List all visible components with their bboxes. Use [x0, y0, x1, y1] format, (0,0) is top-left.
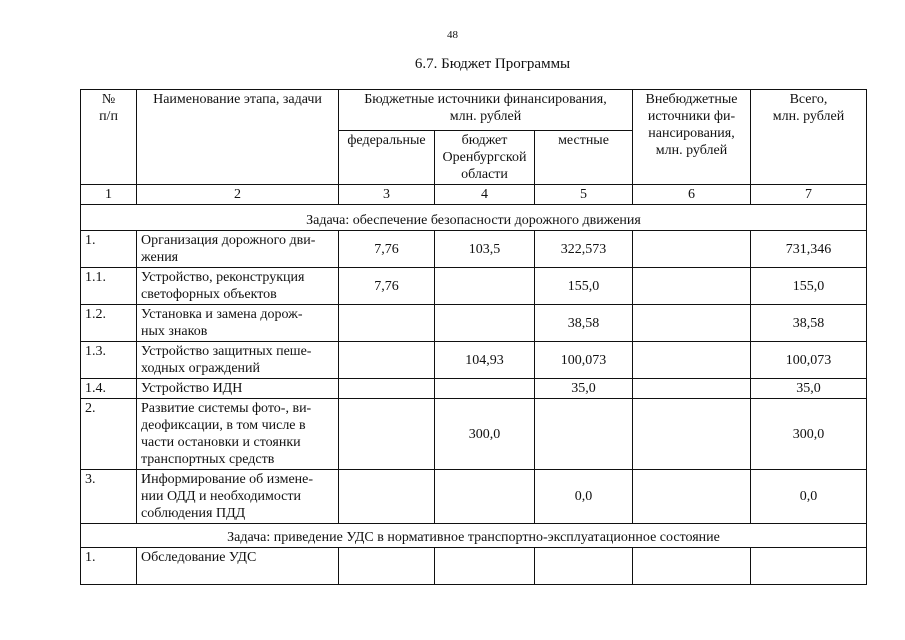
row-federal: 7,76: [339, 268, 435, 305]
row-local: [535, 399, 633, 470]
task-1-title: Задача: обеспечение безопасности дорожного движения: [81, 205, 867, 231]
header-total: Всего, млн. рублей: [751, 90, 867, 185]
header-row: [81, 90, 867, 131]
row-extra: [633, 305, 751, 342]
row-num: 1.4.: [81, 379, 137, 399]
table-row: [81, 268, 867, 305]
row-name: Устройство ИДН: [137, 379, 339, 399]
row-local: 322,573: [535, 231, 633, 268]
row-num: 1.3.: [81, 342, 137, 379]
table-row: [81, 399, 867, 470]
column-index: 6: [633, 185, 751, 205]
row-total: [751, 548, 867, 585]
row-num: 1.: [81, 231, 137, 268]
table-row: [81, 231, 867, 268]
table-row: [81, 305, 867, 342]
row-total: 100,073: [751, 342, 867, 379]
row-regional: [435, 548, 535, 585]
row-total: 155,0: [751, 268, 867, 305]
row-name: Развитие системы фото-, ви- деофиксации, в том числе в части остановки и стоянки транспортных средств: [137, 399, 339, 470]
row-name: Устройство, реконструкция светофорных объектов: [137, 268, 339, 305]
row-extra: [633, 231, 751, 268]
column-index: 1: [81, 185, 137, 205]
row-local: 38,58: [535, 305, 633, 342]
row-federal: [339, 470, 435, 524]
row-regional: 103,5: [435, 231, 535, 268]
row-num: 1.2.: [81, 305, 137, 342]
header-name: Наименование этапа, задачи: [137, 90, 339, 185]
header-federal: федеральные: [339, 131, 435, 185]
column-index: 3: [339, 185, 435, 205]
row-total: 731,346: [751, 231, 867, 268]
row-num: 3.: [81, 470, 137, 524]
table-row: [81, 342, 867, 379]
row-extra: [633, 548, 751, 585]
row-total: 300,0: [751, 399, 867, 470]
column-index-row: [81, 185, 867, 205]
row-federal: [339, 548, 435, 585]
task-2-title: Задача: приведение УДС в нормативное транспортно-эксплуатационное состояние: [81, 524, 867, 548]
row-extra: [633, 470, 751, 524]
task-row: [81, 524, 867, 548]
table-row: [81, 470, 867, 524]
row-name: Установка и замена дорож- ных знаков: [137, 305, 339, 342]
header-budget-group: Бюджетные источники финансирования, млн. рублей: [339, 90, 633, 131]
row-regional: [435, 379, 535, 399]
row-federal: [339, 305, 435, 342]
header-extra: Внебюджетные источники фи- нансирования, млн. рублей: [633, 90, 751, 185]
row-federal: [339, 342, 435, 379]
row-extra: [633, 379, 751, 399]
row-num: 1.: [81, 548, 137, 585]
column-index: 4: [435, 185, 535, 205]
row-local: 35,0: [535, 379, 633, 399]
row-name: Обследование УДС: [137, 548, 339, 585]
row-name: Информирование об измене- нии ОДД и необходимости соблюдения ПДД: [137, 470, 339, 524]
row-total: 35,0: [751, 379, 867, 399]
row-total: 0,0: [751, 470, 867, 524]
row-num: 2.: [81, 399, 137, 470]
row-federal: 7,76: [339, 231, 435, 268]
table-row: [81, 548, 867, 585]
table-row: [81, 379, 867, 399]
header-num: № п/п: [81, 90, 137, 185]
budget-table: [80, 89, 867, 585]
row-name: Устройство защитных пеше- ходных ограждений: [137, 342, 339, 379]
column-index: 2: [137, 185, 339, 205]
row-total: 38,58: [751, 305, 867, 342]
column-index: 5: [535, 185, 633, 205]
page-number: 48: [447, 29, 458, 41]
row-name: Организация дорожного дви- жения: [137, 231, 339, 268]
page-title: 6.7. Бюджет Программы: [414, 56, 571, 72]
row-local: 100,073: [535, 342, 633, 379]
row-local: [535, 548, 633, 585]
row-federal: [339, 379, 435, 399]
row-local: 155,0: [535, 268, 633, 305]
row-regional: 300,0: [435, 399, 535, 470]
row-regional: [435, 268, 535, 305]
row-regional: [435, 470, 535, 524]
row-regional: 104,93: [435, 342, 535, 379]
row-extra: [633, 268, 751, 305]
column-index: 7: [751, 185, 867, 205]
row-extra: [633, 399, 751, 470]
header-regional: бюджет Оренбургской области: [435, 131, 535, 185]
row-extra: [633, 342, 751, 379]
row-federal: [339, 399, 435, 470]
row-num: 1.1.: [81, 268, 137, 305]
row-regional: [435, 305, 535, 342]
task-row: [81, 205, 867, 231]
row-local: 0,0: [535, 470, 633, 524]
header-local: местные: [535, 131, 633, 185]
